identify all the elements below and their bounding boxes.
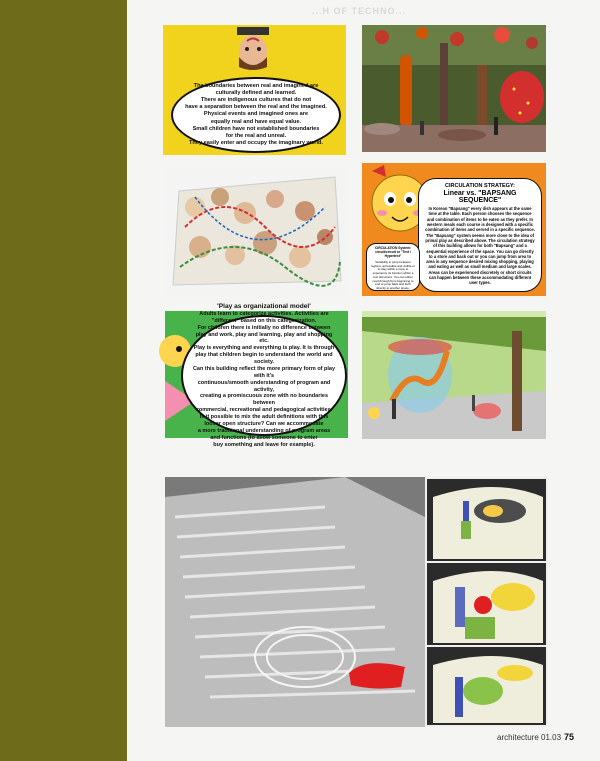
speech-bubble [181, 302, 347, 448]
site-model-and-plans [165, 477, 548, 727]
bubble-line: They easily enter and occupy the imaginary world. [189, 140, 323, 147]
circulation-system-body: Variability in jump between regions, accessible and visible or to stay within a zone to experience its function within a text document. You can either read through from beginning to end or jump back and forth directly to another space. [370, 259, 416, 291]
bubble-line: for the real and unreal. [225, 132, 287, 139]
page-footer [497, 732, 574, 742]
bubble-line: buy something and leave for example). [213, 441, 315, 448]
strategy-body: In Korean "Bapsang" every dish appears at the same time at the table. Each person chooses the sequence and combination of items to be eaten as they prefer. In western meals each course is designed with a specific combination of items and served in a specific sequence. The "Bapsang" system seems more close to the idea of primal play as described above. The circulation strategy of this building allows for both "Bapsang" and a sequential experience of the space. You can go directly to a store and back out or you can jump from area to area in any sequence desired mixing shopping, playing and eating as well as small medium and large scales. Areas can be experienced discretely or short circuits can happen between these accommodating different user types. [425, 206, 535, 286]
panel-circulation-strategy [362, 163, 546, 296]
plan-diagram [427, 647, 546, 725]
bubble-line: Physical events and imagined ones are [203, 111, 309, 118]
bubble-title: 'Play as organizational model' [217, 302, 311, 310]
bubble-line: Small children have not established boundaries [192, 125, 320, 132]
bubble-line: continuous/smooth understanding of program and activity, [197, 379, 331, 393]
bubble-line: commercial, recreational and pedagogical activities. [195, 407, 333, 414]
bubble-line: There are indigenous cultures that do not [200, 97, 312, 104]
circulation-system-title: CIRCULATION System: circuit/circuit or "Text / Hypertext" [374, 246, 412, 258]
faded-header-text: ...H OF TECHNO... [312, 6, 407, 16]
bubble-line: Can this building reflect the more primary form of play with it's [192, 365, 336, 379]
magazine-name: architecture 01.03 [497, 733, 562, 742]
upside-down-child-illustration [233, 27, 273, 71]
bubble-line: Adults learn to categorize activities. Activities are [199, 310, 329, 317]
strategy-title: CIRCULATION STRATEGY: [445, 183, 515, 189]
speech-bubble [171, 77, 341, 153]
bubble-line: and functions (to allow someone to enter [210, 434, 318, 441]
interior-rendering [362, 311, 546, 439]
plan-diagram [427, 479, 546, 561]
bubble-line: Play is everything and everything is play. It is through [193, 345, 335, 352]
bubble-line: looser open structure? Can we accommodate [204, 420, 324, 427]
model-photo-and-plan-diagrams [165, 477, 548, 727]
map-image [165, 167, 346, 295]
bubble-line: play that children begin to understand the world and society. [195, 352, 333, 365]
bubble-line: For children there is initially no difference between [197, 324, 331, 331]
plan-diagram [427, 563, 546, 645]
bubble-line: equally real and have equal value. [210, 118, 302, 125]
collage-image [362, 25, 546, 152]
bubble-line: The boundaries between real and imagined are [193, 82, 319, 89]
bubble-line: culturally defined and learned. [215, 89, 297, 96]
bubble-line: creating a promiscuous zone with no boundaries between [199, 393, 329, 407]
olive-side-band [0, 0, 127, 761]
bubble-line: play and work, play and learning, play and shopping etc. [195, 331, 333, 345]
bubble-line: a more traditional understanding of program areas [197, 427, 331, 434]
bubble-line: have a separation between the real and the imagined. [185, 104, 327, 111]
bubble-line: "different" based on this categorization. [211, 317, 317, 324]
program-collage-map [165, 167, 346, 295]
circulation-system-callout [366, 243, 420, 291]
panel-imaginary-world [163, 25, 346, 155]
rendering-image [362, 311, 546, 439]
strategy-subtitle: Linear vs. "BAPSANG SEQUENCE" [443, 190, 517, 204]
panel-play-organizational-model [165, 302, 348, 448]
page-number: 75 [564, 732, 575, 742]
food-landscape-collage [362, 25, 546, 152]
bubble-line: Is it possible to mix the adult definitions with this [199, 414, 329, 420]
strategy-callout [418, 178, 542, 292]
